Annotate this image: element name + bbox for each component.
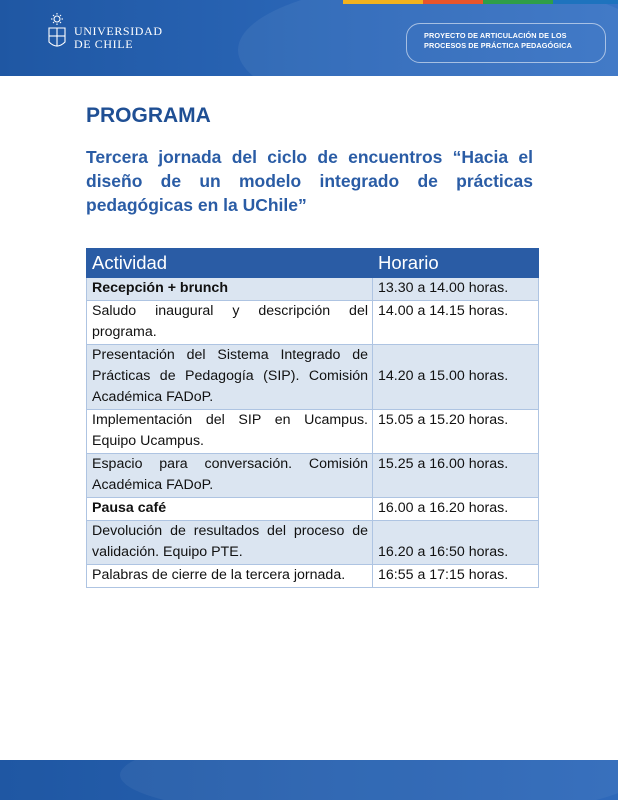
stripe-green: [483, 0, 553, 4]
table-row: [87, 498, 539, 521]
stripe-blue: [553, 0, 618, 4]
table-row: [87, 301, 539, 345]
table-header-row: [87, 249, 539, 278]
page-subtitle: Tercera jornada del ciclo de encuentros “Hacia el diseño de un modelo integrado de prácticas pedagógicas en la UChile”: [86, 147, 533, 215]
table-row: [87, 565, 539, 588]
activity-cell: Presentación del Sistema Integrado de Prácticas de Pedagogía (SIP). Comisión Académica FADoP.: [87, 345, 373, 410]
activity-cell: Espacio para conversación. Comisión Académica FADoP.: [87, 454, 373, 498]
page-title: PROGRAMA: [86, 104, 211, 127]
time-cell: 16.00 a 16.20 horas.: [373, 498, 539, 521]
activity-cell: Palabras de cierre de la tercera jornada.: [87, 565, 373, 588]
time-cell: 13.30 a 14.00 horas.: [373, 278, 539, 301]
footer-decoration: [120, 760, 618, 800]
logo-line-2: DE CHILE: [74, 37, 134, 51]
activity-cell: Recepción + brunch: [87, 278, 373, 301]
time-cell: 16.20 a 16:50 horas.: [373, 521, 539, 565]
column-header-actividad: Actividad: [87, 249, 373, 278]
column-header-horario: Horario: [373, 249, 539, 278]
logo-line-1: UNIVERSIDAD: [74, 24, 163, 38]
time-cell: 14.00 a 14.15 horas.: [373, 301, 539, 345]
time-cell: 15.05 a 15.20 horas.: [373, 410, 539, 454]
table-row: [87, 410, 539, 454]
project-line-1: PROYECTO DE ARTICULACIÓN DE LOS: [424, 31, 567, 40]
table-row: [87, 521, 539, 565]
schedule-table: [86, 248, 539, 588]
page-header: [0, 0, 618, 76]
time-cell: 16:55 a 17:15 horas.: [373, 565, 539, 588]
table-row: [87, 345, 539, 410]
time-cell: 14.20 a 15.00 horas.: [373, 345, 539, 410]
time-cell: 15.25 a 16.00 horas.: [373, 454, 539, 498]
table-row: [87, 278, 539, 301]
activity-cell: Saludo inaugural y descripción del programa.: [87, 301, 373, 345]
university-logo: [46, 12, 163, 52]
table-row: [87, 454, 539, 498]
stripe-yellow: [343, 0, 423, 4]
activity-cell: Devolución de resultados del proceso de validación. Equipo PTE.: [87, 521, 373, 565]
activity-cell: Implementación del SIP en Ucampus. Equipo Ucampus.: [87, 410, 373, 454]
activity-cell: Pausa café: [87, 498, 373, 521]
page-footer: [0, 760, 618, 800]
university-crest-icon: [46, 12, 68, 52]
stripe-orange: [423, 0, 483, 4]
university-name: [74, 25, 163, 51]
project-line-2: PROCESOS DE PRÁCTICA PEDAGÓGICA: [424, 41, 572, 50]
project-badge: [406, 23, 606, 63]
